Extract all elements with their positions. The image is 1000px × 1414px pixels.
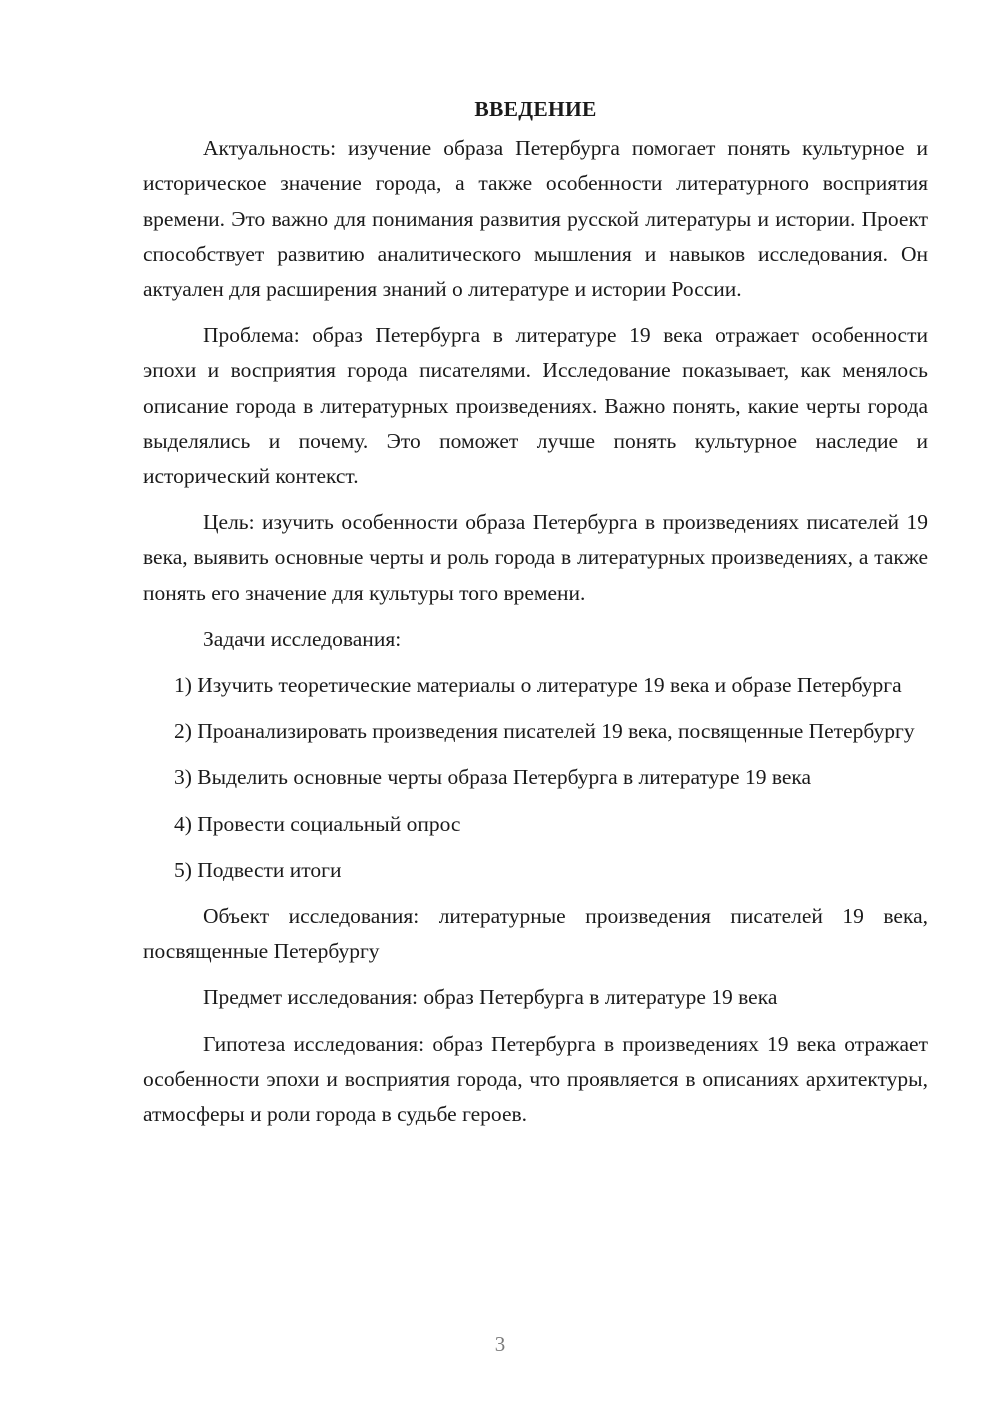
- page-number: 3: [494, 1332, 506, 1356]
- task-item-3: 3) Выделить основные черты образа Петербурга в литературе 19 века: [174, 765, 812, 790]
- subject-paragraph: Предмет исследования: образ Петербурга в литературе 19 века: [203, 985, 778, 1010]
- task-item-2: 2) Проанализировать произведения писателей 19 века, посвященные Петербургу: [174, 719, 915, 744]
- document-page: [143, 92, 928, 1143]
- relevance-paragraph: Актуальность: изучение образа Петербурга помогает понять культурное и историческое значение города, а также особенности литературного восприятия времени. Это важно для понимания развития русской литературы и истории. Проект способствует развитию аналитического мышления и навыков исследования. Он актуален для расширения знаний о литературе и истории России.: [143, 136, 928, 302]
- tasks-title: Задачи исследования:: [203, 626, 402, 651]
- problem-paragraph: Проблема: образ Петербурга в литературе 19 века отражает особенности эпохи и восприятия города писателями. Исследование показывает, как менялось описание города в литературных произведениях. Важно понять, какие черты города выделялись и почему. Это поможет лучше понять культурное наследие и исторический контекст.: [143, 323, 928, 489]
- task-item-5: 5) Подвести итоги: [174, 857, 342, 882]
- goal-paragraph: Цель: изучить особенности образа Петербурга в произведениях писателей 19 века, выявить основные черты и роль города в литературных произведениях, а также понять его значение для культуры того времени.: [143, 510, 928, 605]
- task-item-4: 4) Провести социальный опрос: [174, 811, 461, 836]
- object-paragraph: Объект исследования: литературные произведения писателей 19 века, посвященные Петербургу: [143, 904, 928, 964]
- task-item-1: 1) Изучить теоретические материалы о литературе 19 века и образе Петербурга: [174, 673, 902, 698]
- hypothesis-paragraph: Гипотеза исследования: образ Петербурга в произведениях 19 века отражает особенности эпохи и восприятия города, что проявляется в описаниях архитектуры, атмосферы и роли города в судьбе героев.: [143, 1031, 928, 1127]
- section-heading: ВВЕДЕНИЕ: [474, 97, 597, 121]
